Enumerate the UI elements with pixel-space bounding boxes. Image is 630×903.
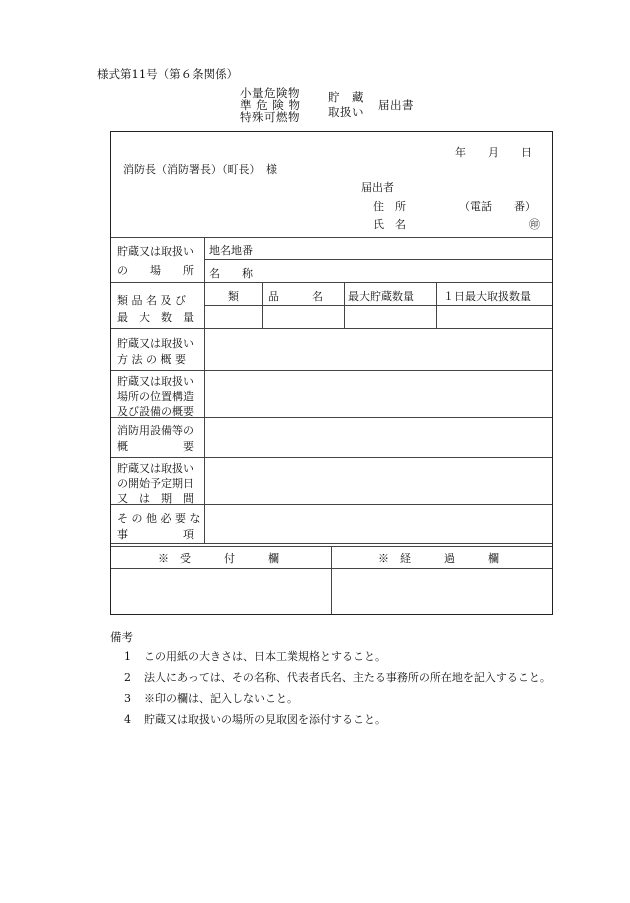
note-item: [124, 690, 298, 706]
title-line: 準 危 険 物: [240, 98, 301, 112]
kind-label: 最 大 数 量: [117, 311, 194, 324]
title-line: 貯 藏: [328, 90, 364, 104]
method-label: 方 法 の 概 要: [117, 353, 186, 366]
fire-equipment-label: 概 要: [117, 440, 194, 453]
col-kind: 類: [228, 290, 239, 303]
note-text: この用紙の大きさは、日本工業規格とすること。: [144, 650, 386, 663]
note-item: [124, 648, 386, 664]
note-item: [124, 669, 551, 685]
period-label: 貯蔵又は取扱い: [117, 462, 194, 475]
title-line: 特殊可燃物: [240, 110, 300, 124]
lot-number-label: 地名地番: [209, 244, 253, 257]
note-item: [124, 711, 386, 727]
note-number: 1: [124, 650, 131, 663]
reception-header: ※ 受 付 欄: [158, 552, 279, 565]
facility-label: 場所の位置構造: [117, 390, 194, 403]
title-line: 取扱い: [328, 105, 364, 119]
note-text: 法人にあっては、その名称、代表者氏名、主たる事務所の所在地を記入すること。: [144, 671, 551, 684]
note-number: 2: [124, 671, 131, 684]
title-line: 小量危険物: [240, 86, 300, 100]
period-label: 又 は 期 間: [117, 492, 194, 505]
note-text: 貯蔵又は取扱いの場所の見取図を添付すること。: [144, 713, 386, 726]
form-number: 様式第11号（第６条関係）: [97, 67, 239, 81]
col-product: 品 名: [268, 290, 323, 303]
title-line: 届出書: [378, 98, 414, 112]
fire-equipment-label: 消防用設備等の: [117, 424, 194, 437]
note-number: 4: [124, 713, 131, 726]
progress-header: ※ 経 過 欄: [378, 552, 499, 565]
facility-label: 及び設備の概要: [117, 405, 194, 418]
notes-title: 備考: [110, 630, 133, 644]
date-field[interactable]: 年 月 日: [455, 146, 532, 159]
address-label[interactable]: 住 所: [373, 200, 406, 213]
other-label: そ の 他 必 要 な: [117, 512, 201, 525]
addressee: 消防長（消防署長）（町長） 様: [123, 163, 277, 176]
notifier-label: 届出者: [361, 181, 394, 194]
col-max-storage: 最大貯蔵数量: [348, 290, 414, 303]
period-label: の開始予定期日: [117, 477, 194, 490]
name-cell-label: 名 称: [209, 267, 253, 280]
form-table: [110, 131, 553, 615]
seal-mark: ㊞: [529, 218, 540, 231]
kind-label: 類 品 名 及 び: [117, 294, 186, 307]
facility-label: 貯蔵又は取扱い: [117, 375, 194, 388]
other-label: 事 項: [117, 528, 194, 541]
location-label: の 場 所: [117, 264, 194, 277]
method-label: 貯蔵又は取扱い: [117, 337, 194, 350]
location-label: 貯蔵又は取扱い: [117, 245, 194, 258]
phone-label[interactable]: （電話 番）: [459, 200, 536, 213]
col-max-daily: １日最大取扱数量: [443, 290, 531, 303]
note-text: ※印の欄は、記入しないこと。: [144, 692, 298, 705]
name-label[interactable]: 氏 名: [373, 218, 406, 231]
note-number: 3: [124, 692, 131, 705]
